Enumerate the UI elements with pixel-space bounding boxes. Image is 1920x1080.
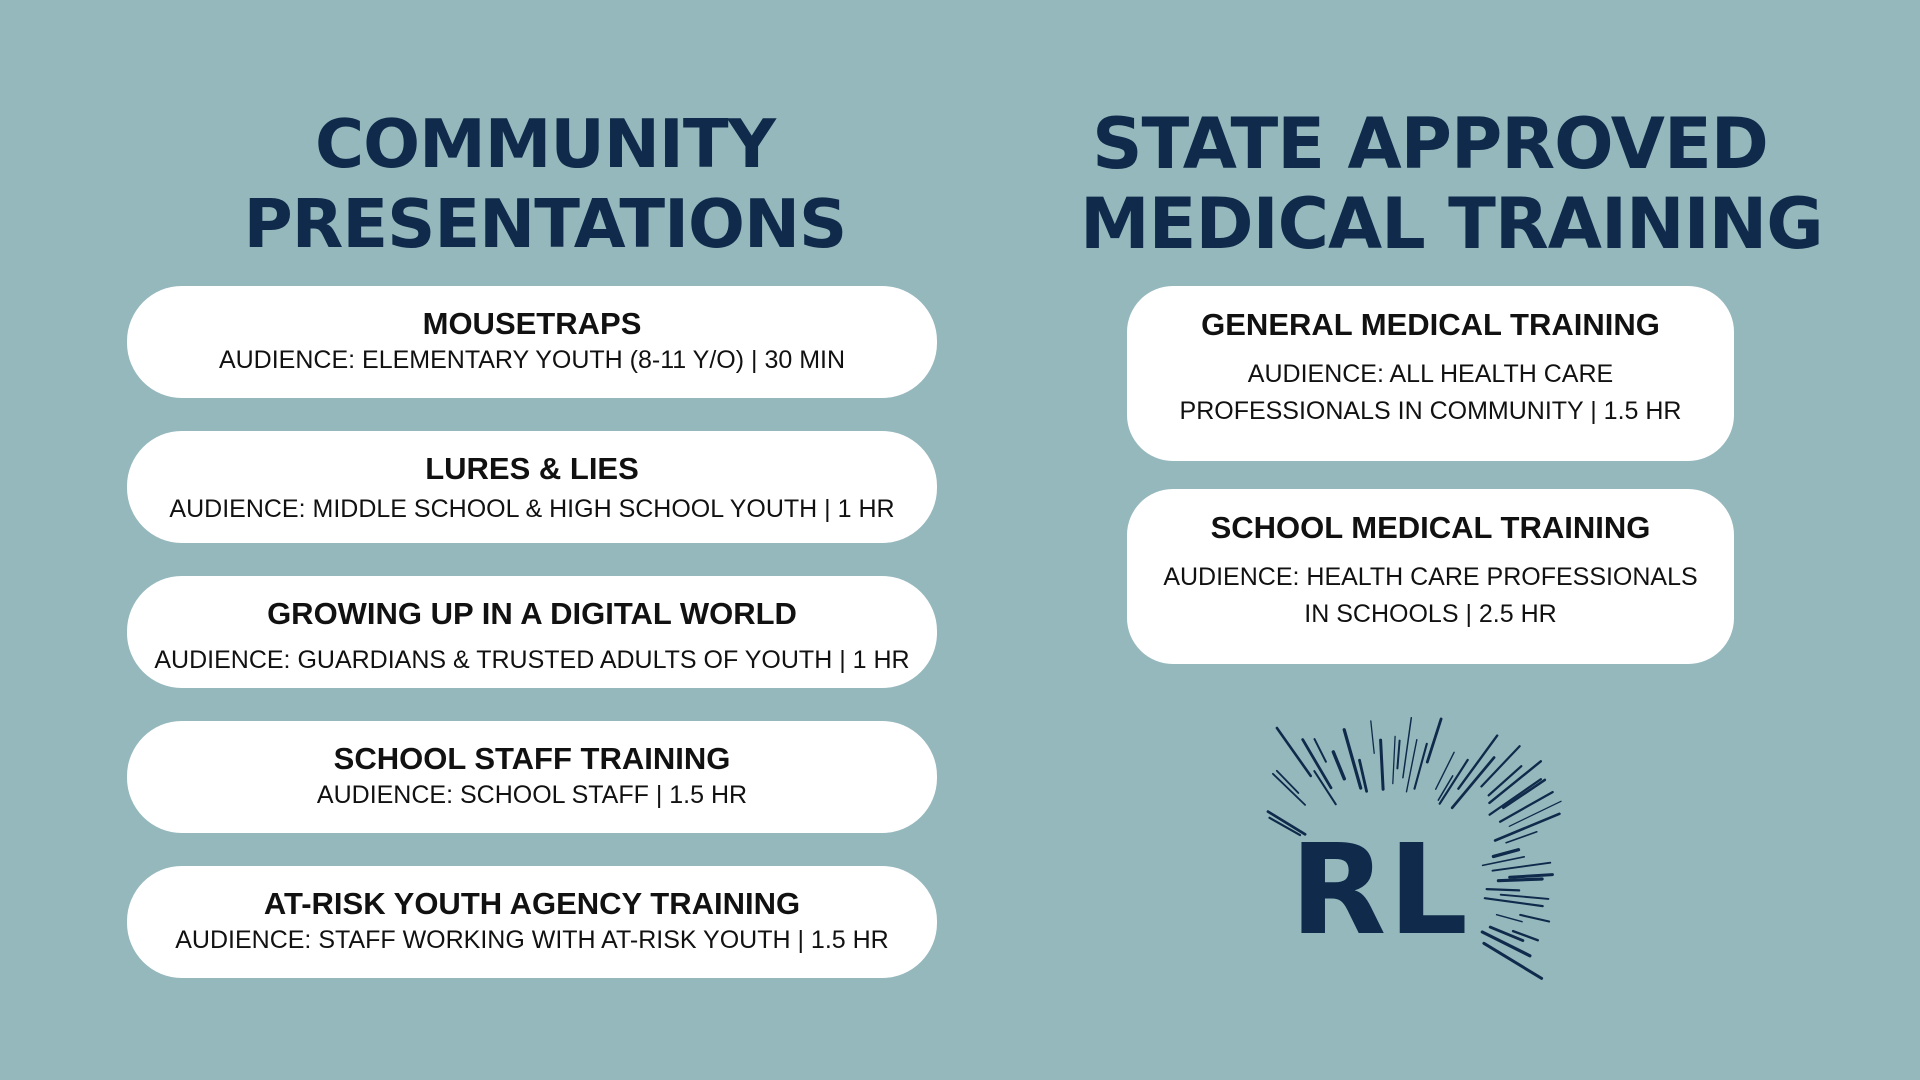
logo-ray (1403, 718, 1411, 778)
card-school-medical-training (1127, 489, 1734, 664)
logo-ray (1452, 758, 1494, 808)
logo-ray (1520, 915, 1549, 922)
card-title: SCHOOL MEDICAL TRAINING (1210, 510, 1651, 545)
logo-ray (1500, 792, 1553, 822)
title-line-1: STATE APPROVED (1092, 103, 1768, 185)
card-audience: AUDIENCE: MIDDLE SCHOOL & HIGH SCHOOL YOUTH | 1 HR (169, 495, 895, 523)
card-title: GROWING UP IN A DIGITAL WORLD (267, 596, 797, 631)
logo-ray (1510, 875, 1553, 878)
card-school-staff-training (127, 721, 937, 833)
card-title: GENERAL MEDICAL TRAINING (1201, 307, 1660, 342)
card-audience: AUDIENCE: HEALTH CARE PROFESSIONALS IN SCHOOLS | 2.5 HR (1163, 563, 1698, 628)
logo-ray (1485, 898, 1543, 906)
card-growing-up-digital-world (127, 576, 937, 688)
logo-ray (1427, 719, 1441, 762)
logo-ray (1498, 879, 1542, 881)
logo-ray (1503, 780, 1545, 808)
card-audience: AUDIENCE: ELEMENTARY YOUTH (8-11 Y/O) | 30 MIN (218, 346, 846, 374)
logo-ray (1493, 863, 1551, 871)
card-audience: AUDIENCE: GUARDIANS & TRUSTED ADULTS OF YOUTH | 1 HR (154, 646, 910, 674)
logo-ray (1487, 889, 1519, 890)
logo-ray (1371, 721, 1374, 753)
card-lures-and-lies (127, 431, 937, 543)
logo-ray (1497, 915, 1523, 922)
card-title: MOUSETRAPS (422, 306, 642, 341)
logo-ray (1273, 774, 1305, 805)
title-line-2: MEDICAL TRAINING (1080, 183, 1823, 265)
title-line-2: PRESENTATIONS (243, 185, 847, 263)
logo-text: RL (1290, 818, 1470, 963)
logo-ray (1315, 739, 1326, 762)
logo-ray (1493, 850, 1518, 857)
card-audience: AUDIENCE: STAFF WORKING WITH AT-RISK YOUTH | 1.5 HR (175, 926, 889, 954)
card-general-medical-training (1127, 286, 1734, 461)
card-mousetraps (127, 286, 937, 398)
logo-ray (1333, 752, 1344, 779)
logo-ray (1303, 740, 1331, 788)
logo-ray (1483, 857, 1525, 866)
logo-ray (1397, 741, 1399, 769)
card-title: LURES & LIES (425, 451, 639, 486)
medical-training-title (1080, 103, 1823, 265)
card-audience: AUDIENCE: ALL HEALTH CARE PROFESSIONALS IN COMMUNITY | 1.5 HR (1179, 360, 1682, 425)
card-audience: AUDIENCE: SCHOOL STAFF | 1.5 HR (316, 781, 748, 809)
logo-ray (1393, 736, 1395, 783)
logo-ray (1501, 895, 1549, 899)
logo-ray (1415, 744, 1427, 789)
community-presentations-title (205, 104, 885, 264)
logo-ray (1344, 730, 1361, 788)
logo-ray (1277, 728, 1311, 776)
card-title: AT-RISK YOUTH AGENCY TRAINING (263, 886, 801, 921)
logo-ray (1381, 740, 1384, 789)
card-title: SCHOOL STAFF TRAINING (333, 741, 731, 776)
sunburst-logo-icon (1260, 705, 1590, 1055)
title-line-1: COMMUNITY (314, 105, 776, 183)
card-at-risk-youth-agency-training (127, 866, 937, 978)
